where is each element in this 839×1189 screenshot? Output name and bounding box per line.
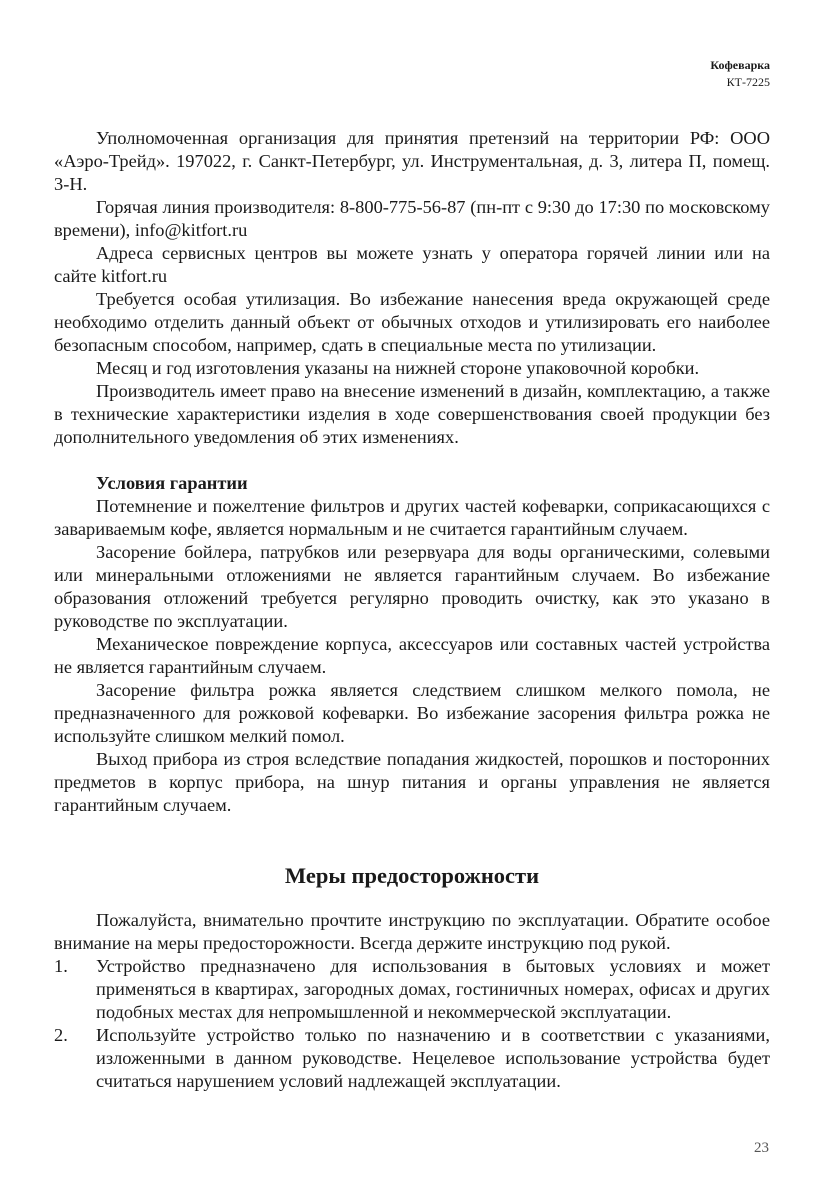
warranty-paragraph: Механическое повреждение корпуса, аксессуаров или составных частей устройства не является гарантийным случаем.: [54, 634, 770, 677]
intro-paragraph: Месяц и год изготовления указаны на нижней стороне упаковочной коробки.: [96, 358, 700, 378]
intro-paragraph: Уполномоченная организация для принятия претензий на территории РФ: ООО «Аэро-Трейд». 197022, г. Санкт-Петербург, ул. Инструментальная, д. 3, литера П, помещ. 3-Н.: [54, 128, 770, 194]
warranty-paragraph: Засорение фильтра рожка является следствием слишком мелкого помола, не предназначенного для рожковой кофеварки. Во избежание засорения фильтра рожка не используйте слишком мелкий помол.: [54, 680, 770, 746]
page-header: [710, 57, 770, 91]
intro-paragraph: Горячая линия производителя: 8-800-775-56-87 (пн-пт с 9:30 до 17:30 по московскому времени), info@kitfort.ru: [54, 197, 770, 240]
warranty-paragraph: Засорение бойлера, патрубков или резервуара для воды органическими, солевыми или минеральными отложениями не является гарантийным случаем. Во избежание образования отложений требуется регулярно проводить очистку, как это указано в руководстве по эксплуатации.: [54, 542, 770, 631]
precaution-item: [54, 1024, 770, 1093]
model-name: КТ-7225: [726, 75, 770, 89]
warranty-paragraph: Потемнение и пожелтение фильтров и других частей кофеварки, соприкасающихся с завариваемым кофе, является нормальным и не считается гарантийным случаем.: [54, 496, 770, 539]
warranty-heading: Условия гарантии: [96, 473, 248, 493]
precaution-item: [54, 955, 770, 1024]
precaution-text: Устройство предназначено для использования в бытовых условиях и может применяться в квартирах, загородных домах, гостиничных номерах, офисах и других подобных местах для непромышленной и некоммерческой эксплуатации.: [96, 956, 770, 1022]
page-content: [54, 127, 770, 1093]
precautions-list: [54, 955, 770, 1093]
page-number: 23: [754, 1140, 769, 1156]
product-name: Кофеварка: [710, 58, 770, 72]
precaution-number: 2.: [54, 1025, 68, 1045]
precaution-number: 1.: [54, 956, 68, 976]
intro-paragraph: Требуется особая утилизация. Во избежание нанесения вреда окружающей среде необходимо отделить данный объект от обычных отходов и утилизировать его наиболее безопасным способом, например, сдать в специальные места по утилизации.: [54, 289, 770, 355]
warranty-paragraph: Выход прибора из строя вследствие попадания жидкостей, порошков и посторонних предметов в корпус прибора, на шнур питания и органы управления не является гарантийным случаем.: [54, 749, 770, 815]
precautions-heading: Меры предосторожности: [284, 863, 540, 888]
precautions-intro: Пожалуйста, внимательно прочтите инструкцию по эксплуатации. Обратите особое внимание на меры предосторожности. Всегда держите инструкцию под рукой.: [54, 910, 770, 953]
precaution-text: Используйте устройство только по назначению и в соответствии с указаниями, изложенными в данном руководстве. Нецелевое использование устройства будет считаться нарушением условий надлежащей эксплуатации.: [96, 1025, 770, 1091]
intro-paragraph: Производитель имеет право на внесение изменений в дизайн, комплектацию, а также в технические характеристики изделия в ходе совершенствования своей продукции без дополнительного уведомления об этих изменениях.: [54, 381, 770, 447]
intro-paragraph: Адреса сервисных центров вы можете узнать у оператора горячей линии или на сайте kitfort.ru: [54, 243, 770, 286]
